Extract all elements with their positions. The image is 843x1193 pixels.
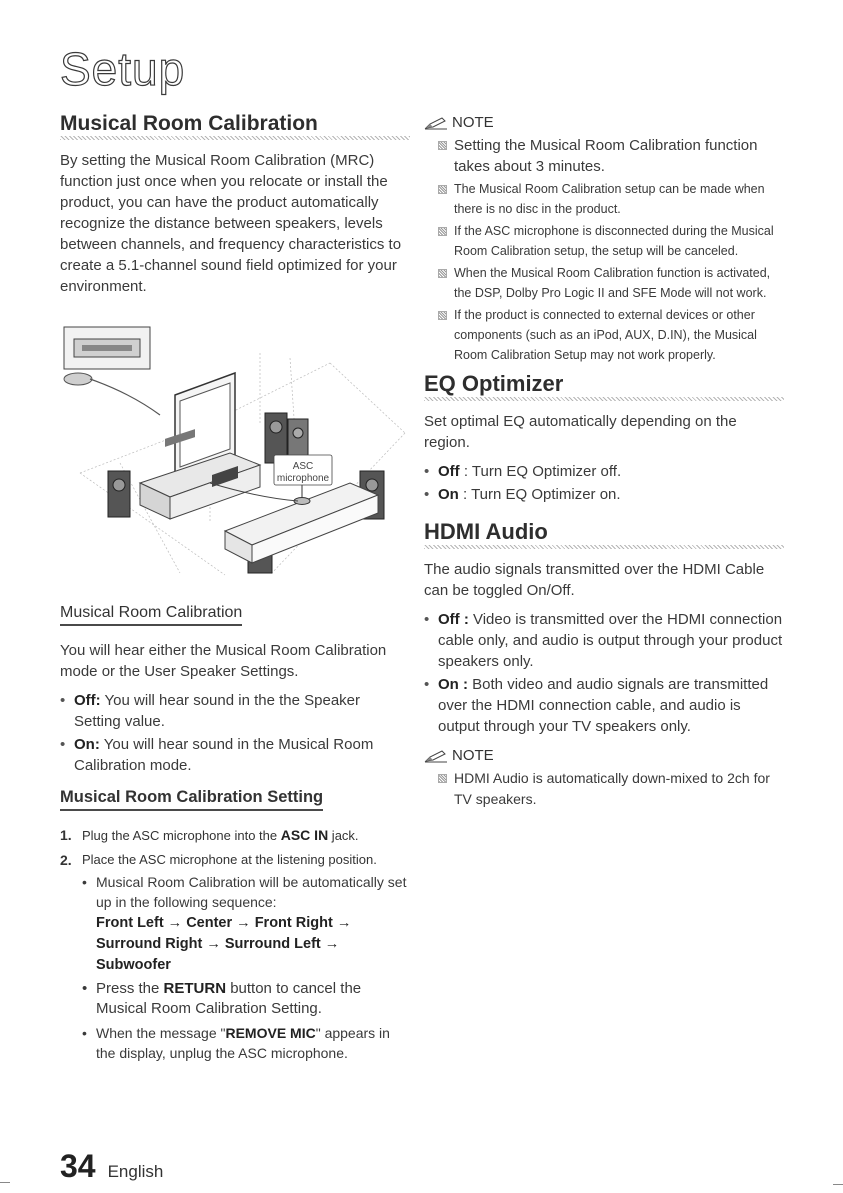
mrc-mode-list [60,690,410,776]
hdmi-list [424,609,784,737]
eq-heading: EQ Optimizer [424,371,784,401]
mrc-mode-text: You will hear either the Musical Room Calibration mode or the User Speaker Settings. [60,642,387,680]
note1-list [424,135,784,365]
mrc-setting-steps [60,825,410,1063]
speaker-setup-illustration [60,323,410,585]
mrc-heading: Musical Room Calibration [60,112,410,140]
note-item: The Musical Room Calibration setup can be made when there is no disc in the product. [438,179,784,219]
list-item: • When the message "REMOVE MIC" appears in the display, unplug the ASC microphone. [82,1023,410,1063]
mrc-intro: By setting the Musical Room Calibration (MRC) function just once when you relocate or install the product, you can have the product automatically recognize the distance between speakers, levels between channels, and frequency characteristics to create a 5.1-channel sound field optimized for your environment. [60,152,402,295]
mrc-setting-heading: Musical Room Calibration Setting [60,788,323,811]
note2-list [424,768,784,810]
page-language: English [107,1162,164,1181]
list-item: • Off: You will hear sound in the the Speaker Setting value. [60,690,410,732]
left-column [60,112,410,1067]
step-2: 2. Place the ASC microphone at the listening position. • Musical Room Calibration will be automatically set up in the following sequence: Front Left → Center → Front Right → Surround Right → Surround Left → Subwoofer • Press the RETURN button to cancel the Musical Room Calibration Setting. • When the message "REMOVE MIC" appears in the display, unplug the ASC microphone. [60,850,410,1063]
list-item: • On : Turn EQ Optimizer on. [424,484,784,505]
eq-text: Set optimal EQ automatically depending on the region. [424,413,737,451]
note-item: Setting the Musical Room Calibration function takes about 3 minutes. [438,135,784,177]
asc-label-line1: ASC [292,461,314,472]
page-title: Setup [60,43,186,95]
mrc-mode-heading: Musical Room Calibration [60,604,242,626]
remote-inset [64,327,150,369]
note-item: HDMI Audio is automatically down-mixed to 2ch for TV speakers. [438,768,784,810]
note-item: If the product is connected to external devices or other components (such as an iPod, AUX, D.IN), the Musical Room Calibration Setup may not work properly. [438,305,784,365]
asc-label-line2: microphone [276,473,330,484]
hdmi-text: The audio signals transmitted over the HDMI Cable can be toggled On/Off. [424,561,765,599]
front-left-speaker [108,471,130,517]
right-column [424,114,784,816]
note-pencil-icon [424,749,448,763]
note-item: If the ASC microphone is disconnected during the Musical Room Calibration setup, the setup will be canceled. [438,221,784,261]
hdmi-heading: HDMI Audio [424,519,784,549]
step-1: 1. Plug the ASC microphone into the ASC IN jack. [60,827,359,843]
note-item: When the Musical Room Calibration function is activated, the DSP, Dolby Pro Logic II and SFE Mode will not work. [438,263,784,303]
calibration-sequence: Front Left → Center → Front Right → Surround Right → Surround Left → Subwoofer [96,915,352,973]
list-item: • On: You will hear sound in the Musical Room Calibration mode. [60,734,410,776]
note-pencil-icon [424,116,448,130]
page-number: 34 [60,1148,96,1184]
list-item: • Off : Video is transmitted over the HDMI connection cable only, and audio is output through your product speakers only. [424,609,784,672]
eq-list [424,461,784,505]
list-item: • On : Both video and audio signals are transmitted over the HDMI connection cable, and audio is output through your TV speakers only. [424,674,784,737]
list-item: • Press the RETURN button to cancel the Musical Room Calibration Setting. [82,979,410,1019]
note2-heading: NOTE [424,747,784,764]
crop-mark [0,1182,10,1183]
note-heading: NOTE [424,114,784,131]
list-item: • Off : Turn EQ Optimizer off. [424,461,784,482]
list-item: • Musical Room Calibration will be automatically set up in the following sequence: Front Left → Center → Front Right → Surround Right → Surround Left → Subwoofer [82,872,410,975]
page-footer [60,1148,163,1185]
crop-mark [833,1184,843,1185]
